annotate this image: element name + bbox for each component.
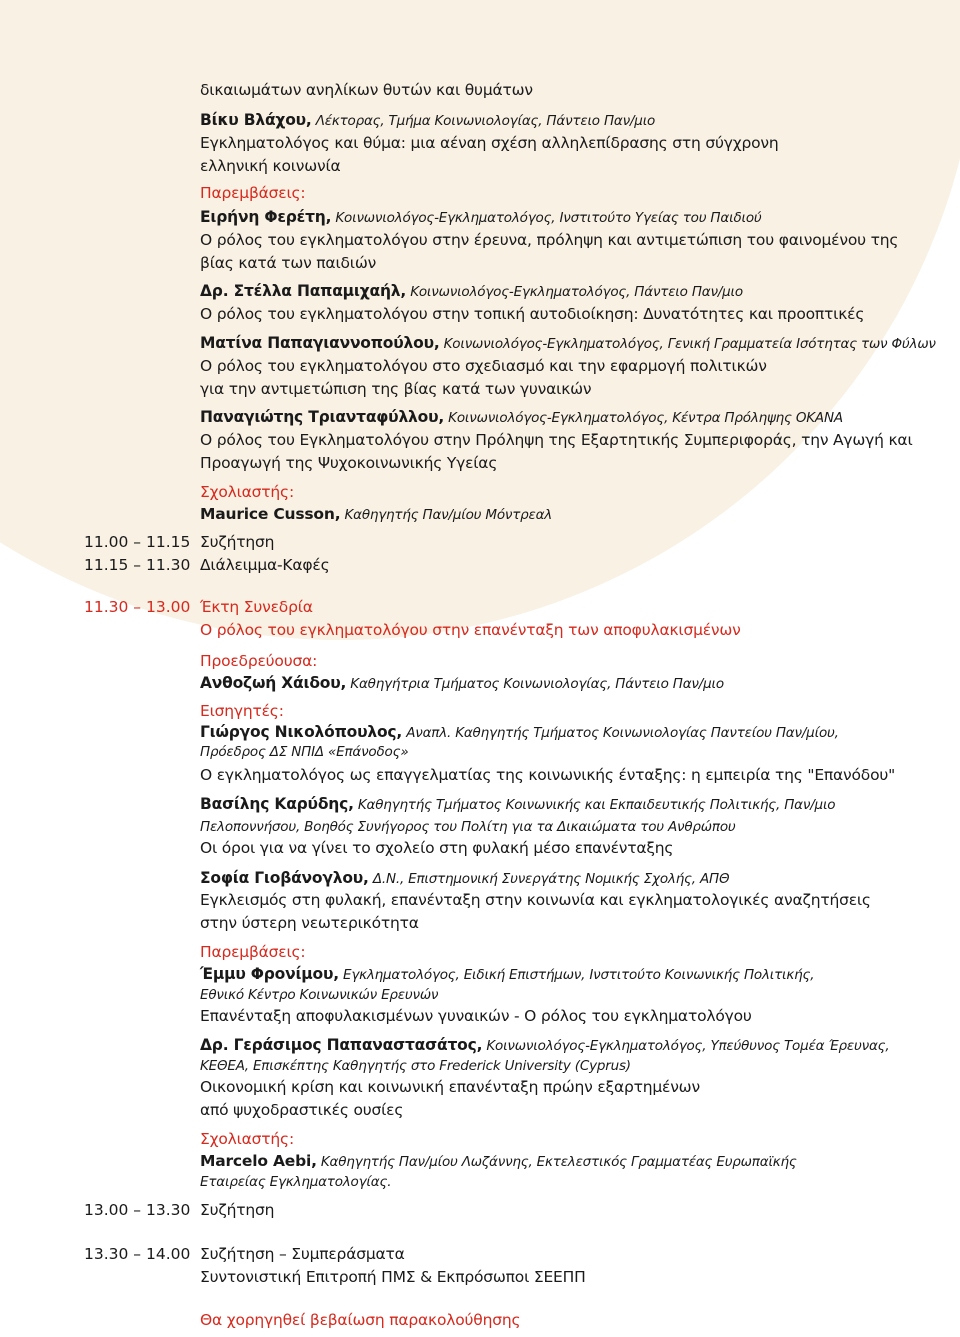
talk-title: Ο ρόλος του Εγκληματολόγου στην Πρόληψη της Εξαρτητικής Συμπεριφοράς, την Αγωγή και — [200, 431, 913, 449]
commentator-label: Σχολιαστής: — [200, 483, 294, 501]
speaker-name: Βασίλης Καρύδης, — [200, 795, 354, 813]
talk-title: Εγκληματολόγος και θύμα: μια αέναη σχέση αλληλεπίδρασης στη σύγχρονη — [200, 134, 779, 152]
intro-tail-text: δικαιωμάτων ανηλίκων θυτών και θυμάτων — [200, 81, 533, 99]
talk-title: Ο εγκληματολόγος ως επαγγελματίας της κοινωνικής ένταξης: η εμπειρία της "Επανόδου" — [200, 766, 896, 784]
speaker-affiliation: Κοινωνιολόγος-Εγκληματολόγος, Ινστιτούτο Υγείας του Παιδιού — [331, 210, 762, 226]
session-time: 11.30 – 13.00 — [84, 598, 191, 616]
speaker-entry — [200, 1035, 889, 1056]
speaker-entry — [200, 333, 936, 354]
commentator-label: Σχολιαστής: — [200, 1130, 294, 1148]
talk-title: ελληνική κοινωνία — [200, 157, 341, 175]
speaker-affiliation: Λέκτορας, Τμήμα Κοινωνιολογίας, Πάντειο Παν/μιο — [311, 113, 656, 129]
speaker-affiliation: Αναπλ. Καθηγητής Τμήματος Κοινωνιολογίας Παντείου Παν/μίου, — [402, 725, 839, 741]
session-subtitle: Ο ρόλος του εγκληματολόγου στην επανένταξη των αποφυλακισμένων — [200, 621, 741, 639]
schedule-item: Συζήτηση — [200, 1201, 275, 1219]
speakers-label: Εισηγητές: — [200, 702, 284, 720]
speaker-affiliation: ΚΕΘΕΑ, Επισκέπτης Καθηγητής στο Frederick University (Cyprus) — [200, 1058, 631, 1074]
talk-title: βίας κατά των παιδιών — [200, 254, 377, 272]
speaker-affiliation: Εταιρείας Εγκληματολογίας. — [200, 1174, 392, 1190]
talk-title: Ο ρόλος του εγκληματολόγου στο σχεδιασμό και την εφαρμογή πολιτικών — [200, 357, 767, 375]
schedule-item: Συζήτηση – Συμπεράσματα — [200, 1245, 405, 1263]
speaker-entry — [200, 1151, 797, 1172]
time-slot: 11.15 – 11.30 — [84, 556, 191, 574]
speaker-affiliation: Εθνικό Κέντρο Κοινωνικών Ερευνών — [200, 987, 439, 1003]
speaker-affiliation: Πρόεδρος ΔΣ ΝΠΙΔ «Επάνοδος» — [200, 744, 409, 760]
speaker-name: Maurice Cusson, — [200, 505, 341, 523]
speaker-affiliation: Πελοποννήσου, Βοηθός Συνήγορος του Πολίτη για τα Δικαιώματα του Ανθρώπου — [200, 819, 736, 835]
footer-note: Θα χορηγηθεί βεβαίωση παρακολούθησης — [200, 1311, 521, 1329]
speaker-entry — [200, 504, 552, 525]
schedule-item: Διάλειμμα-Καφές — [200, 556, 330, 574]
speaker-name: Βίκυ Βλάχου, — [200, 111, 312, 129]
speaker-entry — [200, 722, 839, 743]
schedule-item-detail: Συντονιστική Επιτροπή ΠΜΣ & Εκπρόσωποι ΣΕΕΠΠ — [200, 1268, 586, 1286]
speaker-entry — [200, 281, 743, 302]
speaker-entry — [200, 207, 762, 228]
speaker-name: Γιώργος Νικολόπουλος, — [200, 723, 403, 741]
speaker-affiliation: Κοινωνιολόγος-Εγκληματολόγος, Κέντρα Πρόληψης ΟΚΑΝΑ — [444, 410, 843, 426]
speaker-entry — [200, 964, 814, 985]
session-heading: Έκτη Συνεδρία — [200, 598, 313, 616]
talk-title: για την αντιμετώπιση της βίας κατά των γυναικών — [200, 380, 592, 398]
interventions-label: Παρεμβάσεις: — [200, 184, 306, 202]
time-slot: 13.00 – 13.30 — [84, 1201, 191, 1219]
speaker-entry — [200, 868, 729, 889]
speaker-entry — [200, 407, 843, 428]
speaker-affiliation: Καθηγητής Παν/μίου Λωζάννης, Εκτελεστικός Γραμματέας Ευρωπαϊκής — [316, 1154, 797, 1170]
speaker-affiliation: Κοινωνιολόγος-Εγκληματολόγος, Πάντειο Παν/μιο — [406, 284, 743, 300]
interventions-label: Παρεμβάσεις: — [200, 943, 306, 961]
speaker-name: Ειρήνη Φερέτη, — [200, 208, 332, 226]
speaker-name: Σοφία Γιοβάνογλου, — [200, 869, 369, 887]
speaker-name: Marcelo Aebi, — [200, 1152, 317, 1170]
schedule-item: Συζήτηση — [200, 533, 275, 551]
speaker-entry — [200, 794, 835, 815]
talk-title: Επανένταξη αποφυλακισμένων γυναικών - Ο ρόλος του εγκληματολόγου — [200, 1007, 752, 1025]
speaker-affiliation: Καθηγητής Παν/μίου Μόντρεαλ — [340, 507, 553, 523]
speaker-affiliation: Κοινωνιολόγος-Εγκληματολόγος, Υπεύθυνος Τομέα Έρευνας, — [482, 1038, 890, 1054]
speaker-name: Έμμυ Φρονίμου, — [200, 965, 339, 983]
time-slot: 11.00 – 11.15 — [84, 533, 191, 551]
talk-title: στην ύστερη νεωτερικότητα — [200, 914, 419, 932]
speaker-affiliation: Δ.Ν., Επιστημονική Συνεργάτης Νομικής Σχολής, ΑΠΘ — [368, 871, 730, 887]
talk-title: Ο ρόλος του εγκληματολόγου στην τοπική αυτοδιοίκηση: Δυνατότητες και προοπτικές — [200, 305, 865, 323]
chair-label: Προεδρεύουσα: — [200, 652, 318, 670]
speaker-affiliation: Καθηγητής Τμήματος Κοινωνικής και Εκπαιδευτικής Πολιτικής, Παν/μιο — [353, 797, 836, 813]
speaker-name: Ματίνα Παπαγιαννοπούλου, — [200, 334, 440, 352]
speaker-name: Παναγιώτης Τριανταφύλλου, — [200, 408, 445, 426]
speaker-name: Δρ. Γεράσιμος Παπαναστασάτος, — [200, 1036, 483, 1054]
speaker-name: Ανθοζωή Χάιδου, — [200, 674, 347, 692]
speaker-entry — [200, 673, 724, 694]
speaker-entry — [200, 110, 655, 131]
talk-title: Οικονομική κρίση και κοινωνική επανένταξη πρώην εξαρτημένων — [200, 1078, 700, 1096]
speaker-affiliation: Κοινωνιολόγος-Εγκληματολόγος, Γενική Γραμματεία Ισότητας των Φύλων — [439, 336, 936, 352]
speaker-affiliation: Καθηγήτρια Τμήματος Κοινωνιολογίας, Πάντειο Παν/μιο — [346, 676, 724, 692]
talk-title: από ψυχοδραστικές ουσίες — [200, 1101, 404, 1119]
speaker-name: Δρ. Στέλλα Παπαμιχαήλ, — [200, 282, 407, 300]
talk-title: Εγκλεισμός στη φυλακή, επανένταξη στην κοινωνία και εγκληματολογικές αναζητήσεις — [200, 891, 871, 909]
talk-title: Οι όροι για να γίνει το σχολείο στη φυλακή μέσο επανένταξης — [200, 839, 674, 857]
talk-title: Προαγωγή της Ψυχοκοινωνικής Υγείας — [200, 454, 498, 472]
talk-title: Ο ρόλος του εγκληματολόγου στην έρευνα, πρόληψη και αντιμετώπιση του φαινομένου της — [200, 231, 899, 249]
speaker-affiliation: Εγκληματολόγος, Ειδική Επιστήμων, Ινστιτούτο Κοινωνικής Πολιτικής, — [338, 967, 815, 983]
time-slot: 13.30 – 14.00 — [84, 1245, 191, 1263]
